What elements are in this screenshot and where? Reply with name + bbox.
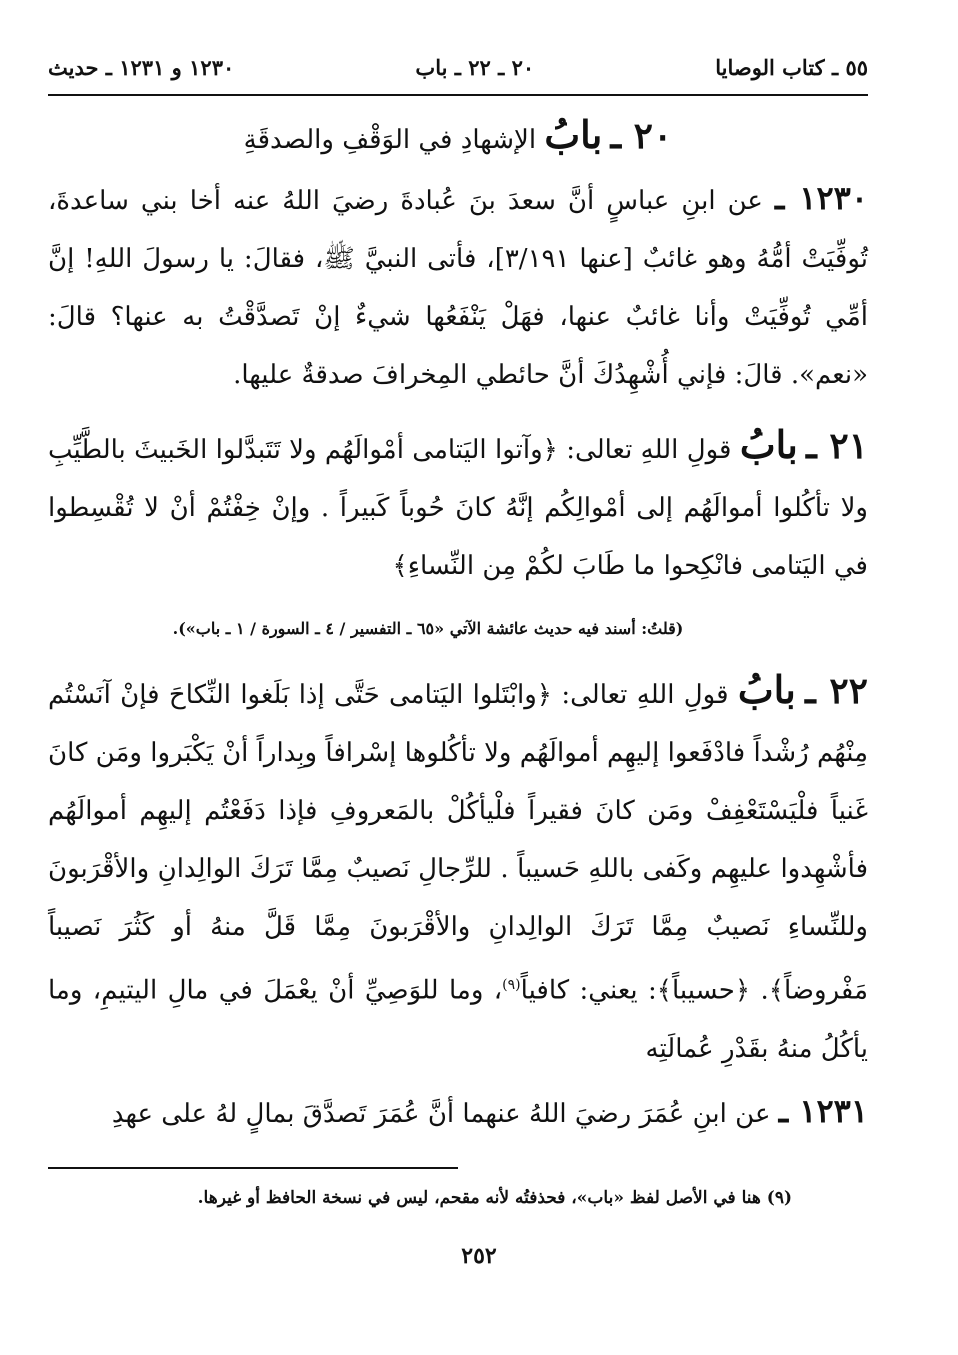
chapter-21-editor-note: (قلتُ: أسند فيه حديث عائشة الآتي «٦٥ ـ التفسير / ٤ ـ السورة / ١ ـ باب»). — [172, 619, 684, 638]
footnote-9-marker: (٩) — [502, 977, 521, 993]
chapter-22-bab-word: بابُ — [737, 667, 796, 712]
chapter-21-number: ٢١ ـ — [806, 425, 868, 467]
chapter-22-heading — [48, 661, 868, 1078]
chapter-21-text: قولِ اللهِ تعالى: ﴿وآتوا اليَتامى أمْوالَهُم ولا تَتَبدَّلوا الخَبيثَ بالطَّيِّبِ ولا تأكُلوا أموالَهُم إلى أمْوالِكُم إنَّهُ كانَ حُوباً كَبيراً . وإنْ خِفْتُمْ أنْ لا تُقْسِطوا في اليَتامى فانْكِحوا ما طَابَ لكُمْ مِن النِّساءِ﴾ — [48, 435, 868, 581]
hadith-1231-number: ١٢٣١ ـ — [778, 1091, 868, 1130]
running-head-hadiths: ١٢٣٠ و ١٢٣١ ـ حديث — [48, 55, 235, 80]
chapter-22-gloss-after: ، وما للوَصِيِّ أنْ يعْمَلَ في مالِ اليتيمِ، وما يأكُلُ منهُ بقَدْرِ عُمالَتِه — [48, 975, 868, 1064]
running-head — [48, 50, 868, 86]
chapter-22-number: ٢٢ ـ — [805, 670, 868, 712]
page-number: ٢٥٢ — [461, 1243, 497, 1269]
page-body — [48, 50, 868, 1215]
hadith-1230-text: عن ابنِ عباسٍ أنَّ سعدَ بنَ عُبادةَ رضيَ اللهُ عنه أخا بني ساعدةَ، تُوفِّيَتْ أمُّهُ وهو غائبٌ [عنها ٣/١٩١]، فأتى النبيَّ ﷺ، فقالَ: يا رسولَ اللهِ! إنَّ أمِّي تُوفِّيَتْ وأنا غائبٌ عنها، فهَلْ يَنْفَعُها شيءٌ إنْ تَصدَّقْتُ به عنها؟ قالَ: «نعم». قالَ: فإني أُشْهِدُكَ أنَّ حائطي المِخرافَ صدقةٌ عليها. — [48, 186, 868, 390]
running-head-chapters: ٢٠ ـ ٢٢ ـ باب — [415, 55, 535, 80]
hadith-1230-number: ١٢٣٠ ـ — [774, 179, 869, 217]
chapter-20-heading — [48, 106, 868, 169]
chapter-21-bab-word: بابُ — [739, 422, 798, 467]
running-head-book: ٥٥ ـ كتاب الوصايا — [715, 55, 868, 80]
chapter-20-number: ٢٠ ـ — [610, 115, 673, 157]
chapter-22-gloss-before: ﴿حسيباً﴾: يعني: كافياً — [520, 975, 751, 1006]
hadith-1231 — [48, 1082, 868, 1143]
chapter-21-heading — [48, 416, 868, 595]
header-rule — [48, 94, 868, 96]
footnote-rule — [48, 1167, 458, 1169]
chapter-22-text: قولِ اللهِ تعالى: ﴿وابْتَلوا اليَتامى حَتَّى إذا بَلَغوا النِّكاحَ فإنْ آنَسْتُم مِنْهُم رُشْداً فادْفَعوا إليهِم أموالَهُم ولا تأكُلوها إسْرافاً وبِداراً أنْ يَكْبَروا ومَن كانَ غَنياً فلْيَسْتَعْفِفْ ومَن كانَ فقيراً فلْيأكُلْ بالمَعروفِ فإذا دَفَعْتُم إليهِم أموالَهُم فأشْهِدوا عليهِم وكَفى باللهِ حَسيباً . للرِّجالِ نَصيبٌ مِمَّا تَرَكَ الوالِدانِ والأقْرَبونَ وللنِّساءِ نَصيبٌ مِمَّا تَرَكَ الوالِدانِ والأقْرَبونَ مِمَّا قَلَّ منهُ أو كَثُرَ نَصيباً مَفْروضاً﴾. — [48, 680, 868, 1006]
footnote-9: (٩) هنا في الأصل لفظ «باب»، فحذفتُه لأنه مقحم، ليس في نسخة الحافظ أو غيرها. — [197, 1187, 792, 1208]
chapter-20-bab-word: بابُ — [544, 112, 603, 157]
hadith-1230 — [48, 169, 868, 404]
hadith-1231-text: عن ابنِ عُمَرَ رضيَ اللهُ عنهما أنَّ عُمَرَ تَصدَّقَ بمالٍ لهُ على عهدِ — [111, 1098, 771, 1129]
chapter-20-title: الإشهادِ في الوَقْفِ والصدقَةِ — [243, 125, 537, 155]
chapter-20-title-line — [48, 106, 868, 169]
